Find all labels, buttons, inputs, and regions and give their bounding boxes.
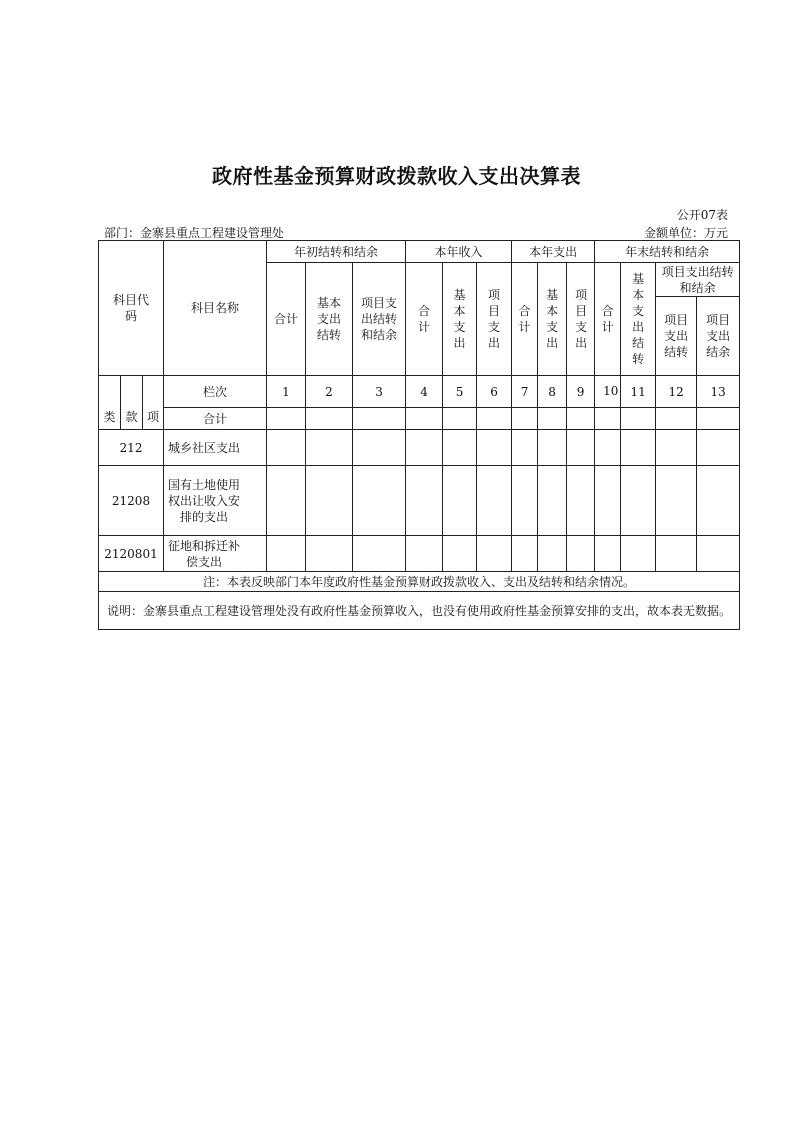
form-number: 公开07表 [676, 208, 728, 222]
header-income-project: 项目支出 [477, 263, 512, 376]
row-code: 212 [99, 430, 164, 466]
header-income-basic: 基本支出 [443, 263, 477, 376]
header-group-income: 本年收入 [406, 241, 512, 263]
amount-unit-label: 金额单位：万元 [643, 226, 728, 240]
column-number: 3 [353, 376, 406, 408]
table-row [99, 536, 740, 572]
header-section: 款 [121, 376, 143, 430]
table-note: 注：本表反映部门本年度政府性基金预算财政拨款收入、支出及结转和结余情况。 [99, 572, 740, 592]
table-row [99, 466, 740, 536]
header-expense-basic: 基本支出 [538, 263, 567, 376]
header-begin-project: 项目支出结转和结余 [353, 263, 406, 376]
row-name: 征地和拆迁补偿支出 [164, 536, 267, 572]
column-number: 13 [697, 376, 740, 408]
header-end-project-group: 项目支出结转和结余 [656, 263, 740, 297]
header-end-basic: 基本支出结转 [621, 263, 656, 376]
column-number: 10 [595, 376, 621, 408]
column-number: 2 [306, 376, 353, 408]
header-item: 项 [143, 376, 164, 430]
column-number: 7 [512, 376, 538, 408]
header-end-project-carry: 项目支出结转 [656, 297, 697, 376]
column-number: 1 [267, 376, 306, 408]
column-number: 11 [621, 376, 656, 408]
header-subject-code: 科目代码 [99, 241, 164, 376]
sum-row-label: 合计 [164, 408, 267, 430]
header-begin-total: 合计 [267, 263, 306, 376]
header-income-total: 合计 [406, 263, 443, 376]
header-class: 类 [99, 376, 121, 430]
row-name: 国有土地使用权出让收入安排的支出 [164, 466, 267, 536]
column-number: 4 [406, 376, 443, 408]
header-expense-project: 项目支出 [567, 263, 595, 376]
header-subject-name: 科目名称 [164, 241, 267, 376]
department-label: 部门：金寨县重点工程建设管理处 [104, 226, 285, 240]
table-explanation: 说明：金寨县重点工程建设管理处没有政府性基金预算收入，也没有使用政府性基金预算安排的支出，故本表无数据。 [99, 592, 740, 630]
row-name: 城乡社区支出 [164, 430, 267, 466]
page-title: 政府性基金预算财政拨款收入支出决算表 [212, 164, 581, 188]
budget-table [98, 240, 740, 630]
column-number: 8 [538, 376, 567, 408]
table-row [99, 430, 740, 466]
column-number: 5 [443, 376, 477, 408]
header-group-end: 年末结转和结余 [595, 241, 740, 263]
header-group-expense: 本年支出 [512, 241, 595, 263]
column-number: 12 [656, 376, 697, 408]
column-number: 6 [477, 376, 512, 408]
header-end-project-surplus: 项目支出结余 [697, 297, 740, 376]
column-number: 9 [567, 376, 595, 408]
header-expense-total: 合计 [512, 263, 538, 376]
header-column-index: 栏次 [164, 376, 267, 408]
header-group-begin: 年初结转和结余 [267, 241, 406, 263]
row-code: 21208 [99, 466, 164, 536]
row-code: 2120801 [99, 536, 164, 572]
header-begin-basic: 基本支出结转 [306, 263, 353, 376]
header-end-total: 合计 [595, 263, 621, 376]
